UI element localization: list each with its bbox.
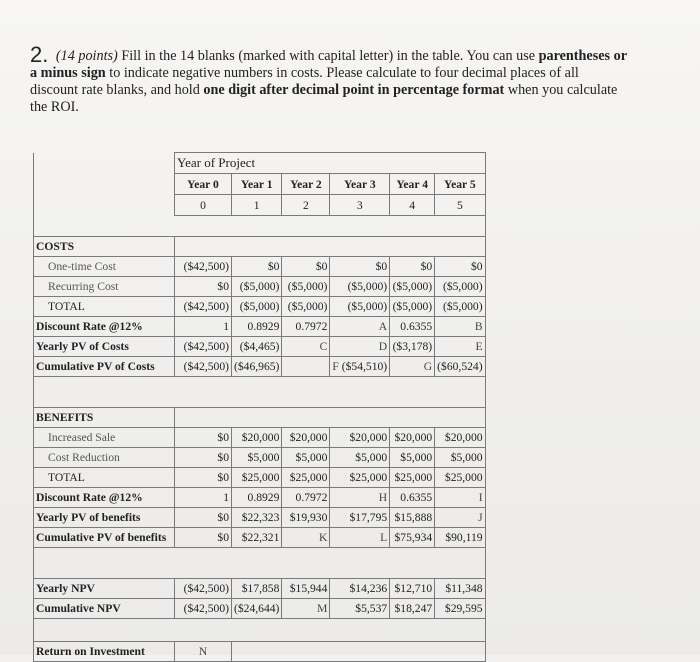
cell: 0.6355 — [390, 488, 435, 508]
cell: ($46,965) — [232, 357, 282, 377]
question-text-1: Fill in the 14 blanks (marked with capital letter) in the table. You can use — [121, 48, 536, 64]
row-label-cumulative-pv-costs: Cumulative PV of Costs — [34, 357, 175, 377]
table-row — [34, 642, 486, 662]
blank-cell-c: C — [282, 337, 330, 357]
table-row — [34, 428, 486, 448]
year-header-1: Year 1 — [232, 174, 282, 195]
cell: $20,000 — [282, 428, 330, 448]
cell: $20,000 — [435, 428, 485, 448]
cell: ($5,000) — [330, 297, 390, 317]
table-row — [34, 488, 486, 508]
table-row — [34, 599, 486, 619]
row-label-one-time-cost: One-time Cost — [34, 257, 175, 277]
cell: $19,930 — [282, 508, 330, 528]
cell: $22,321 — [232, 528, 282, 548]
year-header-5: Year 5 — [435, 174, 485, 195]
blank-cell-f: F — [332, 360, 339, 373]
spacer-cell — [34, 195, 175, 216]
cell: 0.7972 — [282, 488, 330, 508]
spacer-row — [34, 216, 486, 237]
cell: $11,348 — [435, 579, 485, 599]
table-row — [34, 357, 486, 377]
cell: ($60,524) — [435, 357, 485, 377]
row-label-cumulative-npv: Cumulative NPV — [34, 599, 175, 619]
cell: $14,236 — [330, 579, 390, 599]
year-header-4: Year 4 — [390, 174, 435, 195]
blank-cell-f-group — [330, 357, 390, 377]
cell: ($42,500) — [175, 599, 232, 619]
question-text-2: to indicate negative numbers in costs. Please calculate to four decimal places of all discount rate blanks, and hold — [30, 65, 579, 98]
cell: ($5,000) — [232, 277, 282, 297]
row-label-increased-sale: Increased Sale — [34, 428, 175, 448]
cell: ($5,000) — [390, 297, 435, 317]
cell: $25,000 — [330, 468, 390, 488]
row-label-costs-total: TOTAL — [34, 297, 175, 317]
cell: $25,000 — [282, 468, 330, 488]
roi-filler — [232, 642, 486, 662]
cell: ($4,465) — [232, 337, 282, 357]
table-row — [34, 528, 486, 548]
cell: ($5,000) — [282, 277, 330, 297]
row-label-costs-discount-rate: Discount Rate @12% — [34, 317, 175, 337]
table-row — [34, 337, 486, 357]
benefits-title-filler — [175, 408, 486, 428]
row-label-cumulative-pv-benefits: Cumulative PV of benefits — [34, 528, 175, 548]
blank-cell-a: A — [330, 317, 390, 337]
cell: ($42,500) — [175, 579, 232, 599]
cell: $5,000 — [232, 448, 282, 468]
question-text — [30, 42, 630, 116]
spacer-cell — [34, 174, 175, 195]
cell: ($42,500) — [175, 337, 232, 357]
cell: $0 — [390, 257, 435, 277]
year-num-4: 4 — [390, 195, 435, 216]
cell: $0 — [175, 508, 232, 528]
table-row — [34, 579, 486, 599]
spacer-row — [34, 377, 486, 408]
costs-title-filler — [175, 237, 486, 257]
row-label-roi: Return on Investment — [34, 642, 175, 662]
cell: ($5,000) — [390, 277, 435, 297]
cell: $20,000 — [232, 428, 282, 448]
cell: $25,000 — [390, 468, 435, 488]
blank-cell-b: B — [435, 317, 485, 337]
blank-cell-g: G — [390, 357, 435, 377]
row-label-cost-reduction: Cost Reduction — [34, 448, 175, 468]
cell: $5,000 — [390, 448, 435, 468]
cell: $20,000 — [330, 428, 390, 448]
cell: $0 — [435, 257, 485, 277]
table-row — [34, 448, 486, 468]
cell: $90,119 — [435, 528, 485, 548]
blank-cell-m: M — [282, 599, 330, 619]
table-row — [34, 297, 486, 317]
blank-cell-k: K — [282, 528, 330, 548]
cell: ($5,000) — [330, 277, 390, 297]
cell: ($5,000) — [232, 297, 282, 317]
row-label-yearly-pv-costs: Yearly PV of Costs — [34, 337, 175, 357]
cell: $20,000 — [390, 428, 435, 448]
cell: $5,000 — [435, 448, 485, 468]
cell: $0 — [232, 257, 282, 277]
blank-cell-l: L — [330, 528, 390, 548]
cell: ($42,500) — [175, 297, 232, 317]
year-num-3: 3 — [330, 195, 390, 216]
cell: $15,888 — [390, 508, 435, 528]
cell: $25,000 — [232, 468, 282, 488]
cell: ($24,644) — [232, 599, 282, 619]
cell: 0.7972 — [282, 317, 330, 337]
row-label-yearly-pv-benefits: Yearly PV of benefits — [34, 508, 175, 528]
row-label-recurring-cost: Recurring Cost — [34, 277, 175, 297]
cell — [282, 357, 330, 377]
table-row — [34, 508, 486, 528]
table-row — [34, 317, 486, 337]
year-num-5: 5 — [435, 195, 485, 216]
cell: $25,000 — [435, 468, 485, 488]
year-header-3: Year 3 — [330, 174, 390, 195]
table-row — [34, 277, 486, 297]
cell: 1 — [175, 488, 232, 508]
cell: $0 — [175, 277, 232, 297]
year-of-project-header: Year of Project — [175, 153, 486, 174]
cell: $0 — [175, 448, 232, 468]
blank-cell-d: D — [330, 337, 390, 357]
cell: $18,247 — [390, 599, 435, 619]
cell: $5,000 — [330, 448, 390, 468]
question-bold-1: parentheses or a minus sign — [30, 48, 627, 81]
cell: $12,710 — [390, 579, 435, 599]
spacer-row — [34, 548, 486, 579]
cell: 0.8929 — [232, 317, 282, 337]
cell: ($5,000) — [435, 297, 485, 317]
cell: $17,858 — [232, 579, 282, 599]
cell: $17,795 — [330, 508, 390, 528]
cell: $0 — [175, 428, 232, 448]
cell: $22,323 — [232, 508, 282, 528]
cell: 1 — [175, 317, 232, 337]
cell: $5,000 — [282, 448, 330, 468]
benefits-section-title: BENEFITS — [34, 408, 175, 428]
cell: 0.8929 — [232, 488, 282, 508]
row-label-benefits-total: TOTAL — [34, 468, 175, 488]
cell: ($3,178) — [390, 337, 435, 357]
spacer-row — [34, 619, 486, 642]
project-table — [33, 152, 486, 662]
year-header-2: Year 2 — [282, 174, 330, 195]
cell: $0 — [175, 528, 232, 548]
spacer-cell — [34, 153, 175, 174]
blank-cell-i: I — [435, 488, 485, 508]
year-num-0: 0 — [175, 195, 232, 216]
cell: ($42,500) — [175, 357, 232, 377]
cell: 0.6355 — [390, 317, 435, 337]
year-num-1: 1 — [232, 195, 282, 216]
table-row — [34, 468, 486, 488]
blank-cell-j: J — [435, 508, 485, 528]
question-number: 2. — [30, 42, 49, 67]
cell: $0 — [282, 257, 330, 277]
question-text-3: when you calculate the ROI. — [30, 82, 618, 115]
row-label-yearly-npv: Yearly NPV — [34, 579, 175, 599]
cell: $15,944 — [282, 579, 330, 599]
cell: $75,934 — [390, 528, 435, 548]
cell: ($5,000) — [282, 297, 330, 317]
cell: $29,595 — [435, 599, 485, 619]
cell: $0 — [175, 468, 232, 488]
row-label-benefits-discount-rate: Discount Rate @12% — [34, 488, 175, 508]
question-bold-2: one digit after decimal point in percentage format — [203, 82, 505, 98]
year-header-0: Year 0 — [175, 174, 232, 195]
cell: ($42,500) — [175, 257, 232, 277]
question-points: (14 points) — [55, 48, 118, 64]
table-row — [34, 257, 486, 277]
year-num-2: 2 — [282, 195, 330, 216]
blank-cell-n: N — [175, 642, 232, 662]
cell: ($54,510) — [341, 360, 388, 373]
costs-section-title: COSTS — [34, 237, 175, 257]
cell: $0 — [330, 257, 390, 277]
blank-cell-e: E — [435, 337, 485, 357]
cell: $5,537 — [330, 599, 390, 619]
cell: ($5,000) — [435, 277, 485, 297]
blank-cell-h: H — [330, 488, 390, 508]
